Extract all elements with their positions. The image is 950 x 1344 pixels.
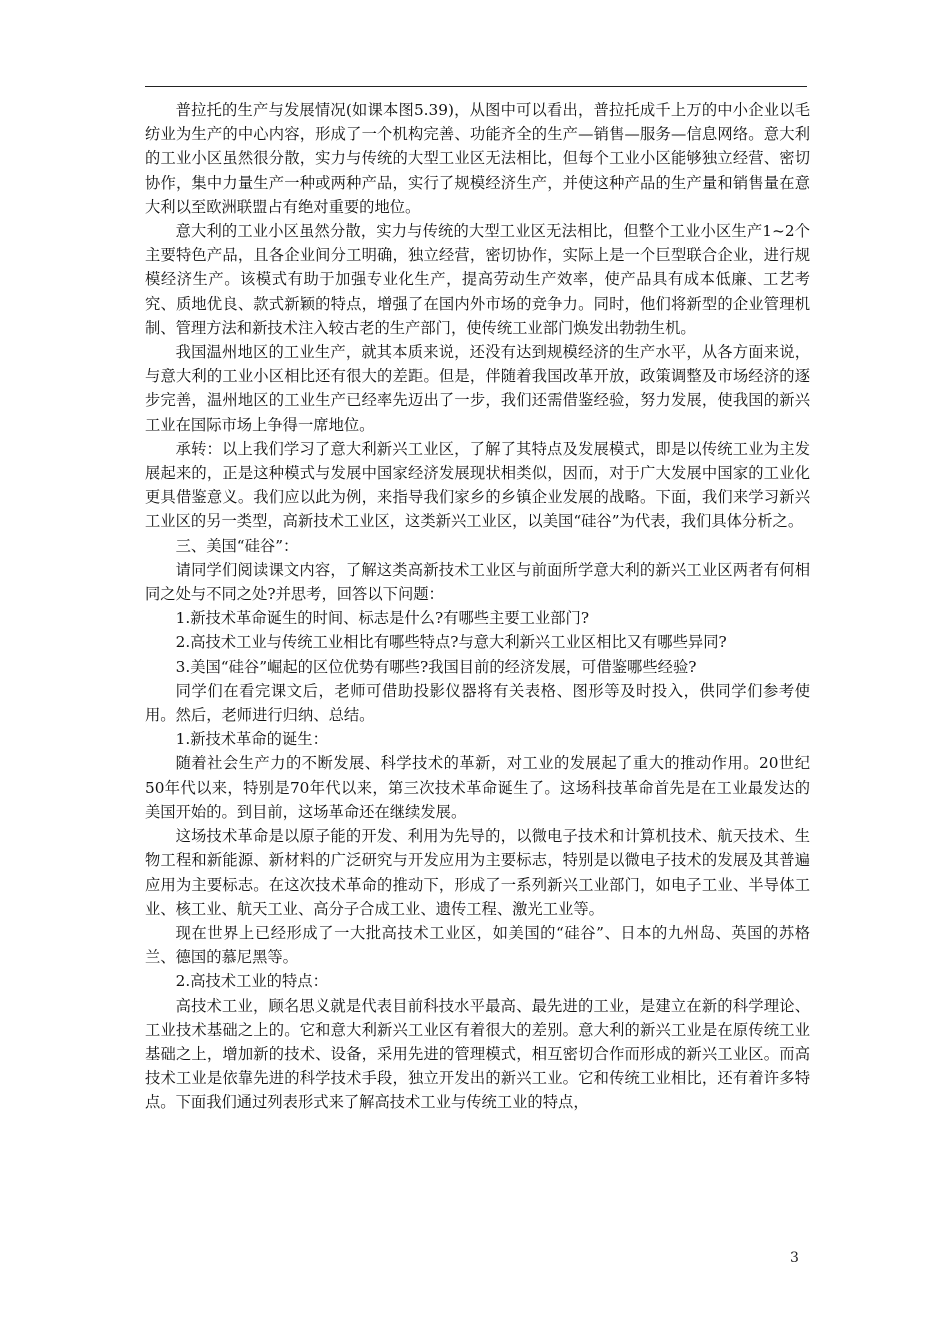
paragraph-prato: 普拉托的生产与发展情况(如课本图5.39)，从图中可以看出，普拉托成千上万的中小企业以毛纺业为生产的中心内容，形成了一个机构完善、功能齐全的生产—销售—服务—信息网络。意大利的工业小区虽然很分散，实力与传统的大型工业区无法相比，但每个工业小区能够独立经营、密切协作，集中力量生产一种或两种产品，实行了规模经济生产，并使这种产品的生产量和销售量在意大利以至欧洲联盟占有绝对重要的地位。 (145, 101, 810, 216)
question-1: 1.新技术革命诞生的时间、标志是什么?有哪些主要工业部门? (175, 609, 590, 628)
paragraph-reading-instructions: 请同学们阅读课文内容，了解这类高新技术工业区与前面所学意大利的新兴工业区两者有何相同之处与不同之处?并思考，回答以下问题： (145, 560, 810, 604)
paragraph-wenzhou: 我国温州地区的工业生产，就其本质来说，还没有达到规模经济的生产水平，从各方面来说，与意大利的工业小区相比还有很大的差距。但是，伴随着我国改革开放，政策调整及市场经济的逐步完善，温州地区的工业生产已经率先迈出了一步，我们还需借鉴经验，努力发展，使我国的新兴工业在国际市场上争得一席地位。 (145, 343, 810, 434)
subheading-tech-revolution: 1.新技术革命的诞生： (175, 730, 328, 749)
paragraph-projector-note: 同学们在看完课文后，老师可借助投影仪器将有关表格、图形等及时投入，供同学们参考使用。然后，老师进行归纳、总结。 (145, 681, 810, 725)
page-number: 3 (790, 1250, 799, 1266)
section-heading-silicon-valley: 三、美国“硅谷”： (175, 536, 299, 555)
document-body (145, 98, 810, 1115)
paragraph-revolution-birth: 随着社会生产力的不断发展、科学技术的革新，对工业的发展起了重大的推动作用。20世纪50年代以来，特别是70年代以来，第三次技术革命诞生了。这场科技革命首先是在工业最发达的美国开始的。到目前，这场革命还在继续发展。 (145, 754, 810, 821)
question-2: 2.高技术工业与传统工业相比有哪些特点?与意大利新兴工业区相比又有哪些异同? (175, 633, 727, 652)
header-rule (145, 86, 807, 87)
paragraph-revolution-content: 这场技术革命是以原子能的开发、利用为先导的，以微电子技术和计算机技术、航天技术、生物工程和新能源、新材料的广泛研究与开发应用为主要标志，特别是以微电子技术的发展及其普遍应用为主要标志。在这次技术革命的推动下，形成了一系列新兴工业部门，如电子工业、半导体工业、核工业、航天工业、高分子合成工业、遗传工程、激光工业等。 (145, 827, 810, 918)
question-3: 3.美国“硅谷”崛起的区位优势有哪些?我国目前的经济发展，可借鉴哪些经验? (175, 657, 697, 676)
subheading-high-tech-features: 2.高技术工业的特点： (175, 972, 328, 991)
paragraph-high-tech-zones: 现在世界上已经形成了一大批高技术工业区，如美国的“硅谷”、日本的九州岛、英国的苏格兰、德国的慕尼黑等。 (145, 923, 810, 967)
paragraph-italy-industrial-zones: 意大利的工业小区虽然分散，实力与传统的大型工业区无法相比，但整个工业小区生产1~2个主要特色产品，且各企业间分工明确，独立经营，密切协作，实际上是一个巨型联合企业，进行规模经济生产。该模式有助于加强专业化生产，提高劳动生产效率，使产品具有成本低廉、工艺考究、质地优良、款式新颖的特点，增强了在国内外市场的竞争力。同时，他们将新型的企业管理机制、管理方法和新技术注入较古老的生产部门，使传统工业部门焕发出勃勃生机。 (145, 222, 810, 337)
paragraph-transition: 承转：以上我们学习了意大利新兴工业区，了解了其特点及发展模式，即是以传统工业为主发展起来的，正是这种模式与发展中国家经济发展现状相类似，因而，对于广大发展中国家的工业化更具借鉴意义。我们应以此为例，来指导我们家乡的乡镇企业发展的战略。下面，我们来学习新兴工业区的另一类型，高新技术工业区，这类新兴工业区，以美国“硅谷”为代表，我们具体分析之。 (145, 439, 810, 531)
paragraph-high-tech-definition: 高技术工业，顾名思义就是代表目前科技水平最高、最先进的工业，是建立在新的科学理论、工业技术基础之上的。它和意大利新兴工业区有着很大的差别。意大利的新兴工业是在原传统工业基础之上，增加新的技术、设备，采用先进的管理模式，相互密切合作而形成的新兴工业区。而高技术工业是依靠先进的科学技术手段，独立开发出的新兴工业。它和传统工业相比，还有着许多特点。下面我们通过列表形式来了解高技术工业与传统工业的特点， (145, 996, 810, 1112)
